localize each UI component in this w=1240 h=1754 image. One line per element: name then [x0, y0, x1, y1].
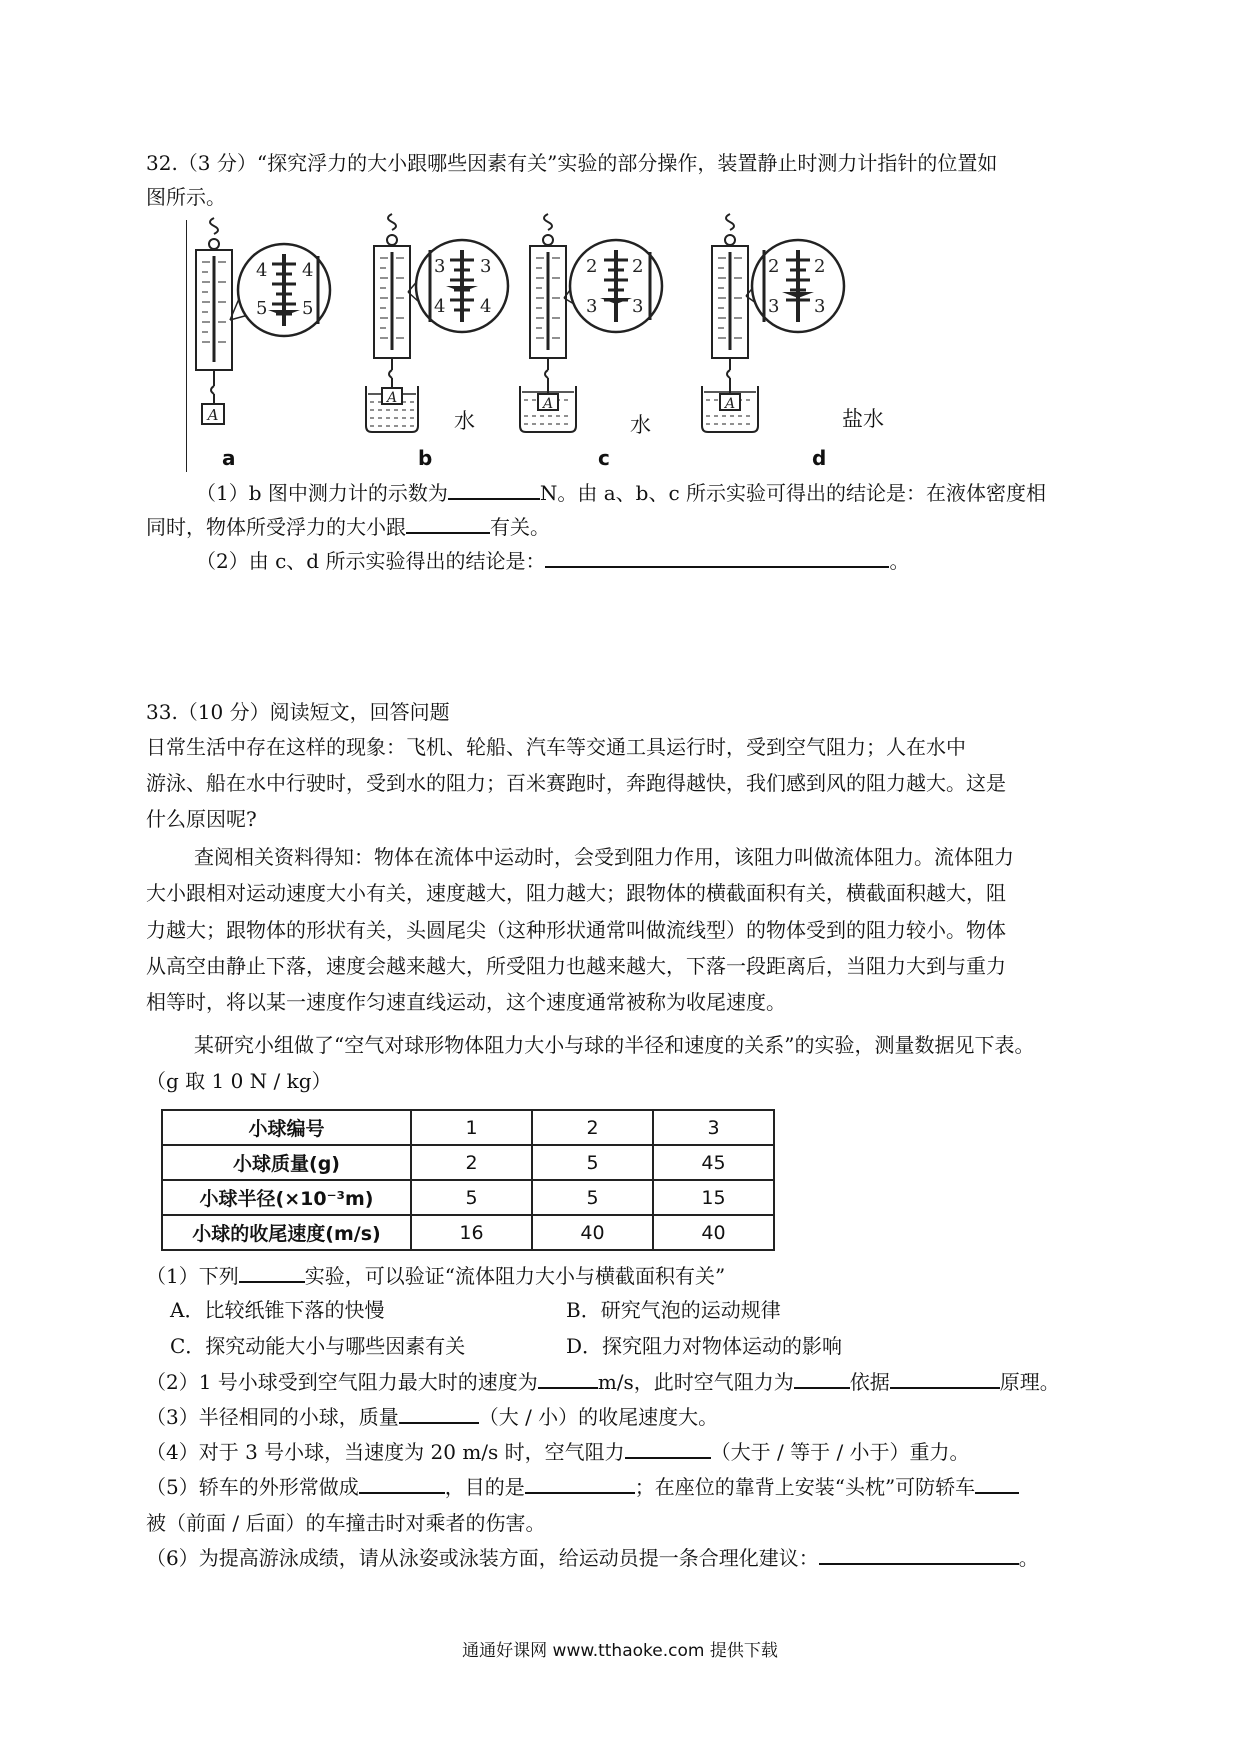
- figure-label-d: d: [812, 446, 827, 470]
- q33-para2-line1: 查阅相关资料得知：物体在流体中运动时，会受到阻力作用，该阻力叫做流体阻力。流体阻力: [194, 845, 1014, 869]
- q33-sub1: （1）下列 实验，可以验证“流体阻力大小与横截面积有关”: [146, 1261, 725, 1291]
- svg-text:A: A: [542, 396, 554, 412]
- answer-blank[interactable]: [545, 546, 889, 568]
- q33-sub5-cont: 被（前面 / 后面）的车撞击时对乘者的伤害。: [146, 1511, 546, 1535]
- page-footer: 通通好课网 www.tthaoke.com 提供下载: [462, 1641, 778, 1661]
- q32-part1: （1）b 图中测力计的示数为 N。由 a、b、c 所示实验可得出的结论是：在液体密度相: [196, 478, 1046, 508]
- svg-text:3: 3: [632, 296, 644, 317]
- q33-para2-line4: 从高空由静止下落，速度会越来越大，所受阻力也越来越大，下落一段距离后，当阻力大到与重力: [146, 954, 1006, 978]
- zoom-tick-d-bottom: 3: [768, 296, 780, 317]
- spring-scale-figure: [186, 210, 906, 472]
- spring-scale-a: [196, 218, 330, 424]
- q33-para2-line3: 力越大；跟物体的形状有关，头圆尾尖（这种形状通常叫做流线型）的物体受到的阻力较小。物体: [146, 918, 1006, 942]
- liquid-label-d: 盐水: [842, 407, 884, 431]
- svg-text:A: A: [386, 390, 398, 406]
- q33-title: 33.（10 分）阅读短文，回答问题: [146, 700, 450, 724]
- zoom-tick-a-bottom: 5: [256, 298, 268, 319]
- spring-scale-d: [702, 214, 844, 432]
- zoom-tick-c-bottom: 3: [586, 296, 598, 317]
- q33-para2-line5: 相等时，将以某一速度作匀速直线运动，这个速度通常被称为收尾速度。: [146, 990, 786, 1014]
- q33-para1-line1: 日常生活中存在这样的现象：飞机、轮船、汽车等交通工具运行时，受到空气阻力；人在水中: [146, 735, 966, 759]
- spring-scale-b: [366, 214, 508, 432]
- measurement-table: [161, 1109, 775, 1251]
- table-header-cell: 小球的收尾速度(m/s): [162, 1215, 411, 1250]
- liquid-label-c: 水: [630, 413, 651, 437]
- q33-g-note: （g 取 1 0 N / kg）: [146, 1069, 332, 1093]
- q33-sub4: （4）对于 3 号小球，当速度为 20 m/s 时，空气阻力 （大于 / 等于 / 小于）重力。: [146, 1437, 970, 1467]
- answer-blank[interactable]: [525, 1472, 635, 1494]
- svg-text:4: 4: [480, 296, 492, 317]
- table-cell: 3: [653, 1110, 774, 1145]
- answer-blank[interactable]: [406, 512, 490, 534]
- answer-blank[interactable]: [890, 1367, 1000, 1389]
- answer-blank[interactable]: [538, 1367, 598, 1389]
- option-b: B．研究气泡的运动规律: [566, 1298, 781, 1322]
- table-header-cell: 小球质量(g): [162, 1145, 411, 1180]
- table-row: [162, 1180, 774, 1215]
- answer-blank[interactable]: [819, 1543, 1019, 1565]
- table-cell: 40: [653, 1215, 774, 1250]
- table-header-cell: 小球编号: [162, 1110, 411, 1145]
- q32-title-cont: 图所示。: [146, 185, 226, 209]
- q33-para1-line2: 游泳、船在水中行驶时，受到水的阻力；百米赛跑时，奔跑得越快，我们感到风的阻力越大。这是: [146, 771, 1006, 795]
- figure-label-c: c: [598, 446, 610, 470]
- option-a: A．比较纸锥下落的快慢: [170, 1298, 385, 1322]
- zoom-tick-b-top: 3: [434, 256, 446, 277]
- svg-text:4: 4: [302, 260, 314, 281]
- svg-text:5: 5: [302, 298, 314, 319]
- q33-para2-line2: 大小跟相对运动速度大小有关，速度越大，阻力越大；跟物体的横截面积有关，横截面积越大，阻: [146, 881, 1006, 905]
- answer-blank[interactable]: [625, 1437, 711, 1459]
- spring-scale-c: [520, 214, 662, 432]
- svg-text:2: 2: [814, 256, 826, 277]
- q33-sub3: （3）半径相同的小球，质量 （大 / 小）的收尾速度大。: [146, 1402, 718, 1432]
- table-cell: 15: [653, 1180, 774, 1215]
- answer-blank[interactable]: [448, 478, 540, 500]
- table-cell: 2: [532, 1110, 653, 1145]
- table-cell: 45: [653, 1145, 774, 1180]
- answer-blank[interactable]: [794, 1367, 850, 1389]
- svg-text:3: 3: [814, 296, 826, 317]
- liquid-label-b: 水: [454, 409, 475, 433]
- answer-blank[interactable]: [239, 1261, 305, 1283]
- zoom-tick-d-top: 2: [768, 256, 780, 277]
- table-cell: 5: [532, 1180, 653, 1215]
- q33-para3: 某研究小组做了“空气对球形物体阻力大小与球的半径和速度的关系”的实验，测量数据见下表。: [194, 1033, 1035, 1057]
- q33-sub5: （5）轿车的外形常做成 ，目的是 ；在座位的靠背上安装“头枕”可防轿车: [146, 1472, 1019, 1502]
- answer-blank[interactable]: [399, 1402, 479, 1424]
- table-row: [162, 1145, 774, 1180]
- q33-sub6: （6）为提高游泳成绩，请从泳姿或泳装方面，给运动员提一条合理化建议： 。: [146, 1543, 1039, 1573]
- q32-title: 32.（3 分）“探究浮力的大小跟哪些因素有关”实验的部分操作，装置静止时测力计指针的位置如: [146, 151, 998, 175]
- table-cell: 2: [411, 1145, 532, 1180]
- table-cell: 5: [411, 1180, 532, 1215]
- answer-blank[interactable]: [359, 1472, 445, 1494]
- q32-part1-cont: 同时，物体所受浮力的大小跟 有关。: [146, 512, 550, 542]
- table-row: [162, 1215, 774, 1250]
- answer-blank[interactable]: [975, 1472, 1019, 1494]
- table-header-cell: 小球半径(×10⁻³m): [162, 1180, 411, 1215]
- table-cell: 5: [532, 1145, 653, 1180]
- figure-label-b: b: [418, 446, 433, 470]
- svg-text:3: 3: [480, 256, 492, 277]
- zoom-tick-c-top: 2: [586, 256, 598, 277]
- table-cell: 1: [411, 1110, 532, 1145]
- figure-label-a: a: [222, 446, 236, 470]
- q33-para1-line3: 什么原因呢?: [146, 807, 257, 831]
- table-row: [162, 1110, 774, 1145]
- zoom-tick-b-bottom: 4: [434, 296, 446, 317]
- option-c: C．探究动能大小与哪些因素有关: [170, 1334, 466, 1358]
- q33-sub2: （2）1 号小球受到空气阻力最大时的速度为 m/s，此时空气阻力为 依据 原理。: [146, 1367, 1060, 1397]
- svg-text:A: A: [724, 396, 736, 412]
- object-a-letter: A: [207, 406, 219, 424]
- table-cell: 16: [411, 1215, 532, 1250]
- option-d: D．探究阻力对物体运动的影响: [566, 1334, 843, 1358]
- zoom-tick-a-top: 4: [256, 260, 268, 281]
- table-cell: 40: [532, 1215, 653, 1250]
- q32-part2: （2）由 c、d 所示实验得出的结论是： 。: [196, 546, 909, 576]
- svg-text:2: 2: [632, 256, 644, 277]
